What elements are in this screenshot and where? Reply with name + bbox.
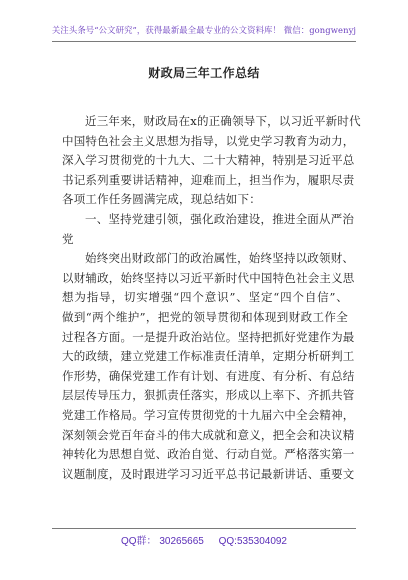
body-line: 近三年来，财政局在x的正确领导下，以习近平新时代 [85,114,361,128]
header-banner: 关注头条号“公文研究”，获得最新最全最专业的公文资料库！ 微信：gongwenyj [51,25,357,35]
body-line: 深入学习贯彻党的十九大、二十大精神，特别是习近平总 [62,153,355,168]
footer-divider [52,528,356,529]
header-divider [52,41,356,42]
body-line: 层层传导压力，狠抓责任落实，形成以上率下、齐抓共管 [62,388,355,403]
body-line: 过程各方面。一是提升政治站位。坚持把抓好党建作为最 [62,329,355,344]
footer-contacts [0,532,408,547]
document-title: 财政局三年工作总结 [148,66,260,80]
body-line: 议题制度，及时跟进学习习近平总书记最新讲话、重要文 [62,466,355,481]
body-line: 深刻领会党百年奋斗的伟大成就和意义，把全会和决议精 [62,427,355,442]
body-line: 想为指导，切实增强“四个意识”、坚定“四个自信”、 [62,290,348,305]
body-line: 党建工作格局。学习宣传贯彻党的十九届六中全会精神， [62,407,355,422]
body-line: 作形势，确保党建工作有计划、有进度、有分析、有总结 [62,368,355,383]
body-line: 始终突出财政部门的政治属性，始终坚持以政领财、 [85,251,355,266]
body-line: 中国特色社会主义思想为指导，以党史学习教育为动力， [62,133,355,148]
body-line: 神转化为思想自觉、政治自觉、行动自觉。严格落实第一 [62,447,355,462]
body-line: 各项工作任务圆满完成，现总结如下： [62,192,261,207]
section-heading-cont: 党 [62,231,74,246]
body-line: 大的政绩，建立党建工作标准责任清单，定期分析研判工 [62,349,355,364]
section-heading: 一、坚持党建引领，强化政治建设，推进全面从严治 [85,211,355,226]
body-line: 做到“两个维护”，把党的领导贯彻和体现到财政工作全 [62,309,348,324]
body-line: 书记系列重要讲话精神，迎难而上，担当作为，履职尽责 [62,172,355,187]
footer-qq-group: QQ群： 30265665 [121,536,204,547]
footer-qq-number: QQ:535304092 [218,536,287,547]
document-body [62,112,361,484]
body-line: 以财辅政，始终坚持以习近平新时代中国特色社会主义思 [62,270,355,285]
